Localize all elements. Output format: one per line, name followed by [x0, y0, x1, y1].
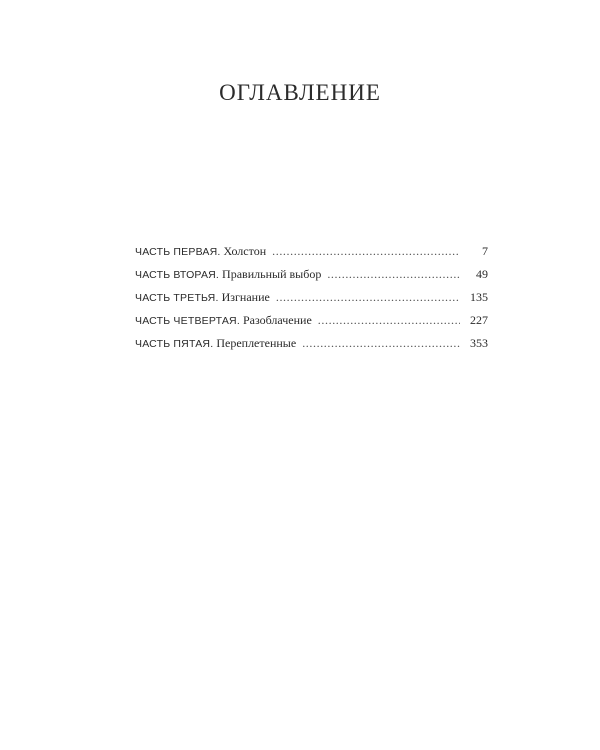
dot-leader: [276, 290, 460, 304]
toc-entry[interactable]: [135, 313, 488, 336]
page-number: 135: [470, 290, 488, 304]
entry-title: Правильный выбор: [222, 267, 322, 281]
dot-leader: [327, 267, 460, 281]
page-number: 353: [470, 336, 488, 350]
page-number: 227: [470, 313, 488, 327]
part-label: ЧАСТЬ ЧЕТВЕРТАЯ.: [135, 315, 240, 327]
part-label: ЧАСТЬ ВТОРАЯ.: [135, 269, 220, 281]
part-label: ЧАСТЬ ПЯТАЯ.: [135, 338, 214, 350]
toc-entry[interactable]: [135, 267, 488, 290]
page-number: 7: [482, 244, 488, 258]
toc-entry[interactable]: [135, 244, 488, 267]
part-label: ЧАСТЬ ТРЕТЬЯ.: [135, 292, 219, 304]
dot-leader: [318, 313, 460, 327]
toc-entry[interactable]: [135, 336, 488, 359]
toc-list: [135, 244, 488, 359]
entry-title: Переплетенные: [216, 336, 297, 350]
page-number: 49: [476, 267, 488, 281]
toc-entry[interactable]: [135, 290, 488, 313]
entry-title: Разоблачение: [242, 313, 312, 327]
toc-heading: ОГЛАВЛЕНИЕ: [219, 80, 381, 105]
entry-title: Холстон: [223, 244, 267, 258]
part-label: ЧАСТЬ ПЕРВАЯ.: [135, 246, 221, 258]
dot-leader: [272, 244, 460, 258]
entry-title: Изгнание: [221, 290, 270, 304]
dot-leader: [302, 336, 460, 350]
